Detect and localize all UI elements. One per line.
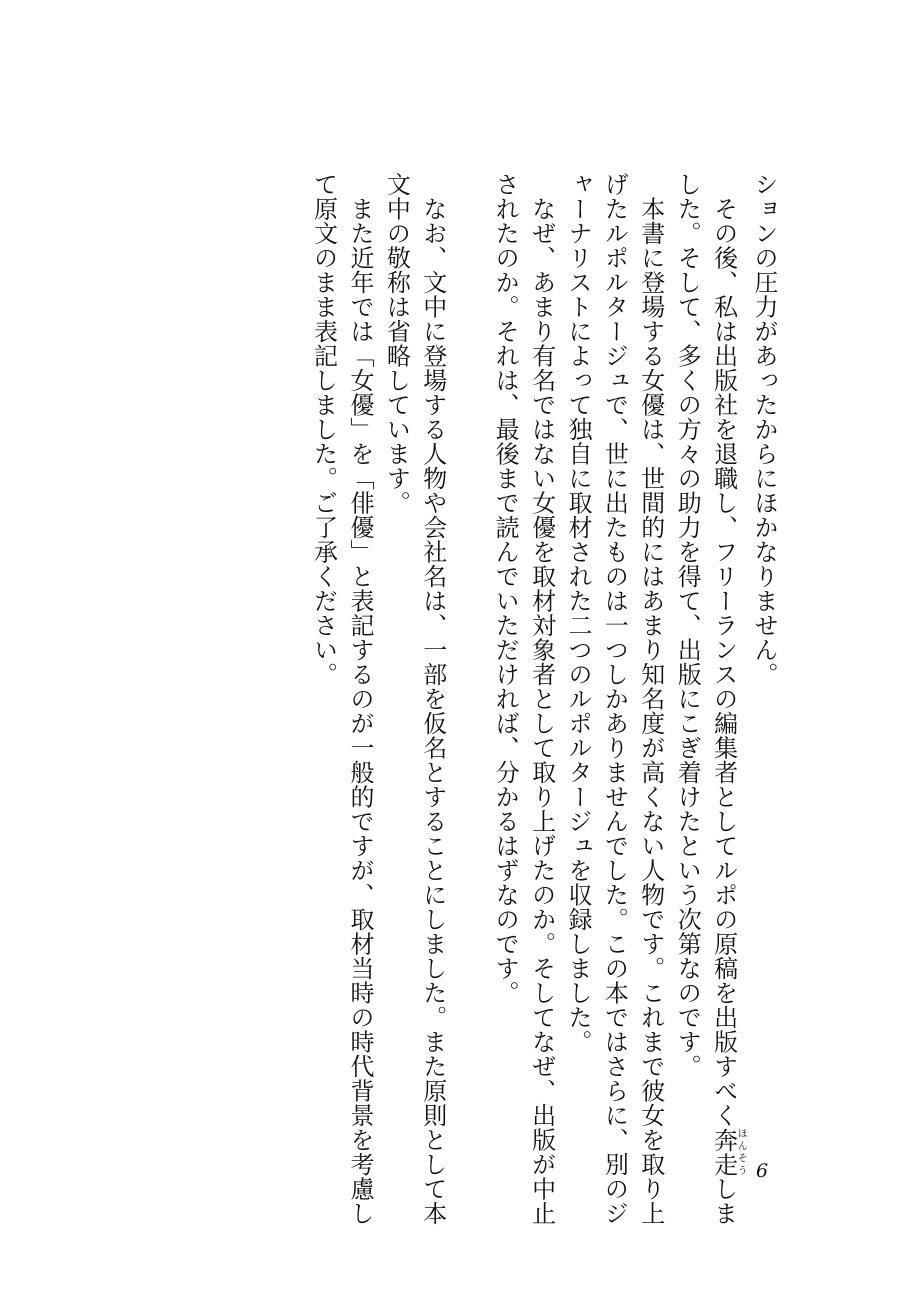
ruby-annotation: 奔走ほんそう [709, 1127, 747, 1177]
ruby-reading: ほんそう [735, 1127, 747, 1177]
vertical-body-text [305, 172, 782, 1226]
text-line: げたルポルタージュで、世に出たものは一つしかありませんでした。この本ではさらに、別のジ [600, 172, 629, 1226]
text-line: また近年では「女優」を「俳優」と表記するのが一般的ですが、取材当時の時代背景を考慮し [345, 172, 374, 1226]
text-line: 本書に登場する女優は、世間的にはあまり知名度が高くない人物です。これまで彼女を取り上 [636, 172, 665, 1226]
text-line: ャーナリストによって独自に取材された二つのルポルタージュを収録しました。 [563, 172, 592, 1054]
text-line: なお、文中に登場する人物や会社名は、一部を仮名とすることにしました。また原則として本 [418, 172, 447, 1226]
text-line: その後、私は出版社を退職し、フリーランスの編集者としてルポの原稿を出版すべく奔走ほんそうしま [709, 172, 747, 1226]
text-line: 文中の敬称は省略しています。 [382, 172, 411, 515]
text-line: した。そして、多くの方々の助力を得て、出版にこぎ着けたという次第なのです。 [673, 172, 702, 1079]
paragraph-gap [451, 172, 487, 1152]
text-line: て原文のまま表記しました。ご了承ください。 [309, 172, 338, 687]
text-line: されたのか。それは、最後まで読んでいただければ、分かるはずなのです。 [491, 172, 520, 1005]
page-number: 6 [756, 1160, 769, 1182]
text-line: なぜ、あまり有名ではない女優を取材対象者として取り上げたのか。そしてなぜ、出版が中止 [527, 172, 556, 1226]
text-line: ションの圧力があったからにほかなりません。 [750, 172, 778, 687]
